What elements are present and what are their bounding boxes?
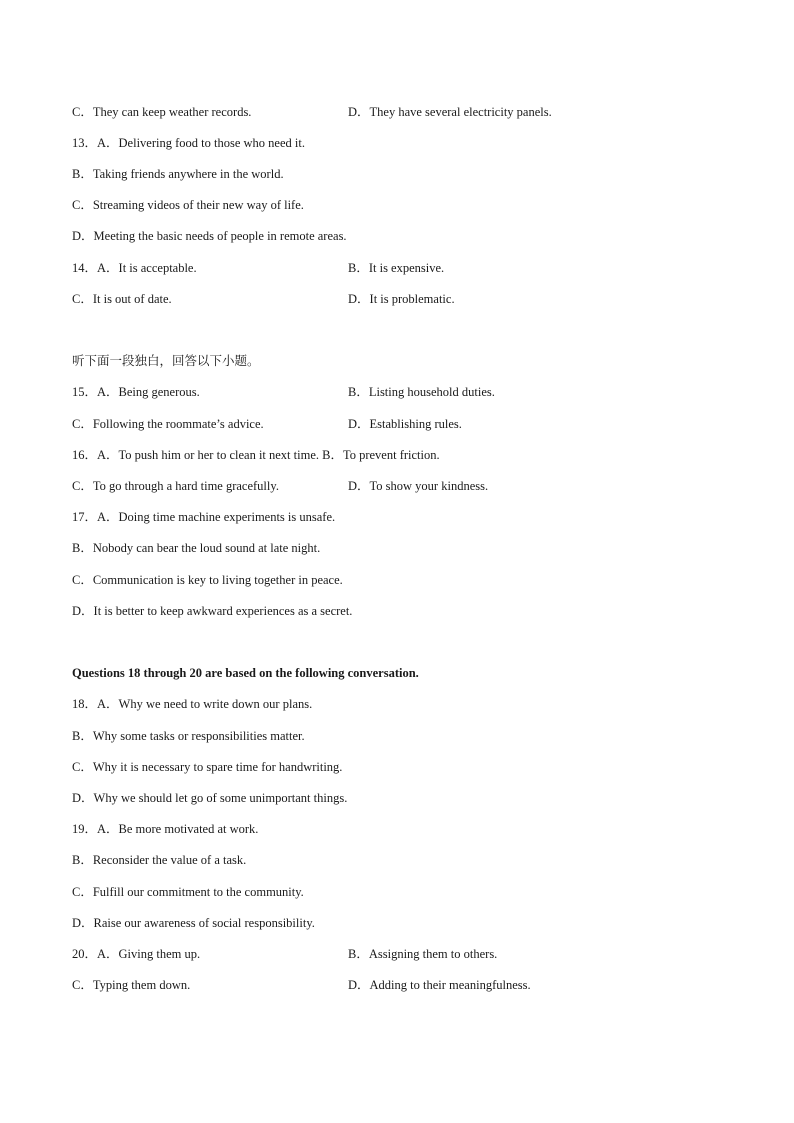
question-17-option-c: C．Communication is key to living together in peace. (72, 573, 343, 587)
question-15-option-b: B．Listing household duties. (348, 385, 495, 399)
question-16-option-d: D．To show your kindness. (348, 479, 489, 493)
question-14-row-2 (72, 291, 455, 307)
question-20-option-a: 20．A．Giving them up. (72, 947, 201, 961)
question-18-option-c: C．Why it is necessary to spare time for handwriting. (72, 760, 343, 774)
question-13-option-c: C．Streaming videos of their new way of life. (72, 198, 304, 212)
question-14-option-c: C．It is out of date. (72, 292, 172, 306)
question-13-option-b: B．Taking friends anywhere in the world. (72, 167, 284, 181)
question-14-option-b: B．It is expensive. (348, 261, 445, 275)
question-15-option-a: 15．A．Being generous. (72, 385, 200, 399)
option-line (72, 104, 552, 120)
question-17-option-d: D．It is better to keep awkward experiences as a secret. (72, 604, 353, 618)
question-19-option-b: B．Reconsider the value of a task. (72, 853, 247, 867)
question-16-row-1: 16．A．To push him or her to clean it next time. B．To prevent friction. (72, 448, 440, 462)
option-c-12: C．They can keep weather records. (72, 105, 252, 119)
question-20-row-2 (72, 977, 531, 993)
section-heading-monologue: 听下面一段独白，回答以下小题。 (72, 353, 260, 368)
question-13-option-d: D．Meeting the basic needs of people in remote areas. (72, 229, 347, 243)
question-18-option-a: 18．A．Why we need to write down our plans. (72, 697, 313, 711)
question-18-option-b: B．Why some tasks or responsibilities matter. (72, 729, 305, 743)
option-d-12: D．They have several electricity panels. (348, 105, 552, 119)
question-15-option-c: C．Following the roommate’s advice. (72, 417, 264, 431)
question-17-option-b: B．Nobody can bear the loud sound at late night. (72, 541, 321, 555)
question-14-option-a: 14．A．It is acceptable. (72, 261, 197, 275)
question-20-option-d: D．Adding to their meaningfulness. (348, 978, 531, 992)
question-17-option-a: 17．A．Doing time machine experiments is unsafe. (72, 510, 336, 524)
question-15-row-2 (72, 416, 462, 432)
question-19-option-a: 19．A．Be more motivated at work. (72, 822, 259, 836)
question-16-option-c: C．To go through a hard time gracefully. (72, 479, 279, 493)
question-20-option-b: B．Assigning them to others. (348, 947, 498, 961)
question-19-option-d: D．Raise our awareness of social responsibility. (72, 916, 315, 930)
question-16-row-2 (72, 478, 489, 494)
question-14-row-1 (72, 260, 445, 276)
section-heading-conversation: Questions 18 through 20 are based on the following conversation. (72, 666, 419, 680)
question-19-option-c: C．Fulfill our commitment to the community. (72, 885, 304, 899)
question-13-option-a: 13．A．Delivering food to those who need it. (72, 136, 305, 150)
question-15-row-1 (72, 384, 495, 400)
question-18-option-d: D．Why we should let go of some unimportant things. (72, 791, 348, 805)
question-20-row-1 (72, 946, 498, 962)
question-15-option-d: D．Establishing rules. (348, 417, 462, 431)
question-14-option-d: D．It is problematic. (348, 292, 455, 306)
question-20-option-c: C．Typing them down. (72, 978, 191, 992)
